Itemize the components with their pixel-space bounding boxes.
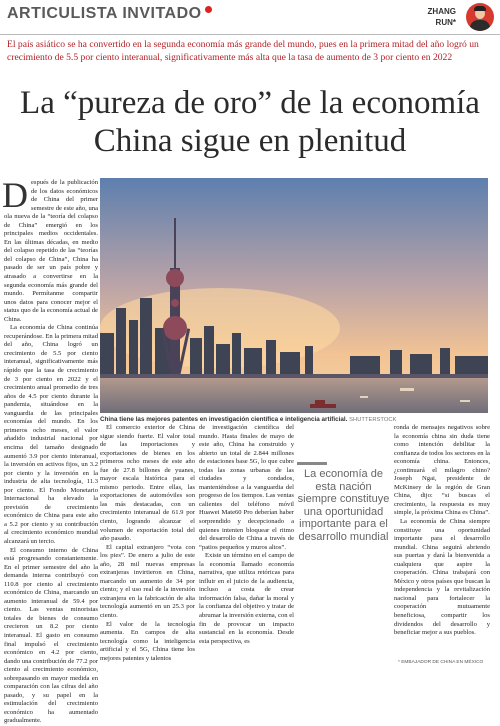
pull-quote: La economía de esta nación siempre constituye una oportunidad importante para el desarrollo mundial <box>297 468 390 543</box>
paragraph: ronda de mensajes negativos sobre la economía china sin duda tiene como intención debilitar la confianza de todos los sectores en la economía china. Entonces, ¿continuará el milagro chino? Joseph Ngai, presidente de McKinsey de la región de Gran China, dijo: “si buscas el crecimiento, la respuesta es muy simple, la próxima China es China”. <box>394 424 490 517</box>
author-footnote: * EMBAJADOR DE CHINA EN MÉXICO <box>398 660 484 665</box>
drop-cap: D <box>2 175 28 215</box>
paragraph: La economía de China siempre constituye una oportunidad importante para el desarrollo mundial. China seguirá abriendo sus puertas y dará la bienvenida a cualquiera que aspire la cooperación. China trabajará con México y otros países que buscan la independencia y la revitalización nacional para fortalecer la cooperación mutuamente beneficiosa, compartir los dividendos del desarrollo y beneficiar mejor a sus pueblos. <box>394 518 490 637</box>
photo-credit: SHUTTERSTOCK <box>349 417 397 423</box>
author-name <box>428 6 456 28</box>
red-dot-icon <box>205 6 212 13</box>
paragraph: El comercio exterior de China sigue siendo fuerte. El valor total de las importaciones y exportaciones de bienes en los primeros ocho meses de este año fue de 27.8 billones de yuanes, mayor escala histórica para el mismo periodo. Entre ellas, las exportaciones de automóviles son las más destacadas, con un crecimiento interanual de 61.9 por ciento, logrando alcanzar el volumen de exportación total del año pasado. <box>100 424 195 543</box>
paragraph: El consumo interno de China está progresando constantemente. En el primer semestre del año la demanda interna contribuyó con 110.8 por ciento al crecimiento económico de China, marcando un aumento interanual de 59.4 por ciento. Las ventas minoristas totales de bienes de consumo crecieron un 8.2 por ciento interanual. El gasto en consumo final impulsó el crecimiento económico en 4.2 por ciento, dando una contribución de 77.2 por ciento al crecimiento económico, sobrepasando en mayor medida en comparación con las cifras del año pasado, y su papel en la estimulación del crecimiento económico ha aumentado gradualmente. <box>4 546 98 725</box>
paragraph: Existe un término en el campo de la economía llamado economía narrativa, que utiliza retóricas para influir en el juicio de la audiencia, incluso a costa de crear información falsa, dañar la moral y la confianza del objetivo y tratar de abrumar la inversión externa, con el fin de provocar un impacto sustancial en la economía. Desde esta perspectiva, es <box>199 552 294 645</box>
paragraph: La economía de China continúa recuperándose. En la primera mitad del año, China logró un crecimiento de 5.5 por ciento interanual, significativamente más rápido que la tasa de crecimiento de 3 por ciento en 2022 y el crecimiento anual promedio de tres años de 4.5 por ciento durante la pandemia, situándose en la vanguardia de las principales economías del mundo. En los primeros ocho meses, el valor añadido industrial nacional por encima del tamaño designado aumentó 3.9 por ciento interanual, la inversión en activos fijos, un 3.2 por ciento y la inversión en la industria de alta tecnología, 11.3 por ciento. El Fondo Monetario Internacional ha elevado la previsión de crecimiento económico de China para este año a 5.2 por ciento y su contribución al crecimiento económico mundial alcanzará un tercio. <box>4 324 98 545</box>
article-column-3 <box>199 424 294 646</box>
paragraph: de investigación científica del mundo. Hasta finales de mayo de este año, China ha construido y abierto un total de 2.844 millones de estaciones base 5G, lo que cubre todas las zonas urbanas de las ciudades y condados, manteniéndose a la vanguardia del progreso de los tiempos. Las ventas calientes del teléfono móvil Huawei Mate60 Pro deberían haber sorprendido y decepcionado a quienes intenten bloquear el ritmo del desarrollo de China a través de “patios pequeños y muros altos”. <box>199 424 294 551</box>
lede: El país asiático se ha convertido en la segunda economía más grande del mundo, pues en la primera mitad del año logró un crecimiento de 5.5 por ciento interanual, significativamente más alta que la tasa de aumento de 3 por ciento en 2022 <box>7 39 479 63</box>
header-divider <box>0 34 500 35</box>
article-column-1 <box>2 175 98 726</box>
paragraph <box>2 175 98 324</box>
photo-caption-text: China tiene las mejores patentes en investigación científica e inteligencia artificial. <box>100 416 348 423</box>
paragraph: El valor de la tecnología aumenta. En campos de alta tecnología como la inteligencia artificial y el 5G, China tiene los mejores patentes y talentos <box>100 620 195 662</box>
author-name-line2: RUN* <box>435 18 456 27</box>
author-name-line1: ZHANG <box>427 7 456 16</box>
headline-line1: La “pureza de oro” de la economía <box>20 85 480 121</box>
article-column-2 <box>100 424 195 663</box>
author-avatar <box>466 3 494 31</box>
article-column-4 <box>394 424 490 638</box>
section-label-text: ARTICULISTA INVITADO <box>7 5 202 22</box>
headline <box>0 84 500 160</box>
section-label <box>7 5 212 23</box>
headline-line2: China sigue en plenitud <box>93 123 407 159</box>
skyline-photo <box>100 178 488 413</box>
article-header <box>0 0 500 34</box>
paragraph: El capital extranjero “vota con los pies”. De enero a julio de este año, 28 mil nuevas empresas extranjeras invirtieron en China, marcando un aumento de 34 por ciento; y el uso real de la inversión extranjera en la fabricación de alta tecnología aumentó en un 25.3 por ciento. <box>100 543 195 620</box>
paragraph-text: espués de la publicación de los datos económicos de China del primer semestre de este año, una ola nueva de la “teoría del colapso de China” emergió en los principales medios occidentales. En las últimas décadas, en medio del colapso repetido de las “teorías del colapso de China”, China ha pasado de ser un país pobre y atrasado a convertirse en la segunda economía más grande del mundo. Permítanme compartir unos datos para conocer mejor el status quo de la economía actual de China. <box>4 179 98 323</box>
pull-quote-bar <box>297 462 327 465</box>
